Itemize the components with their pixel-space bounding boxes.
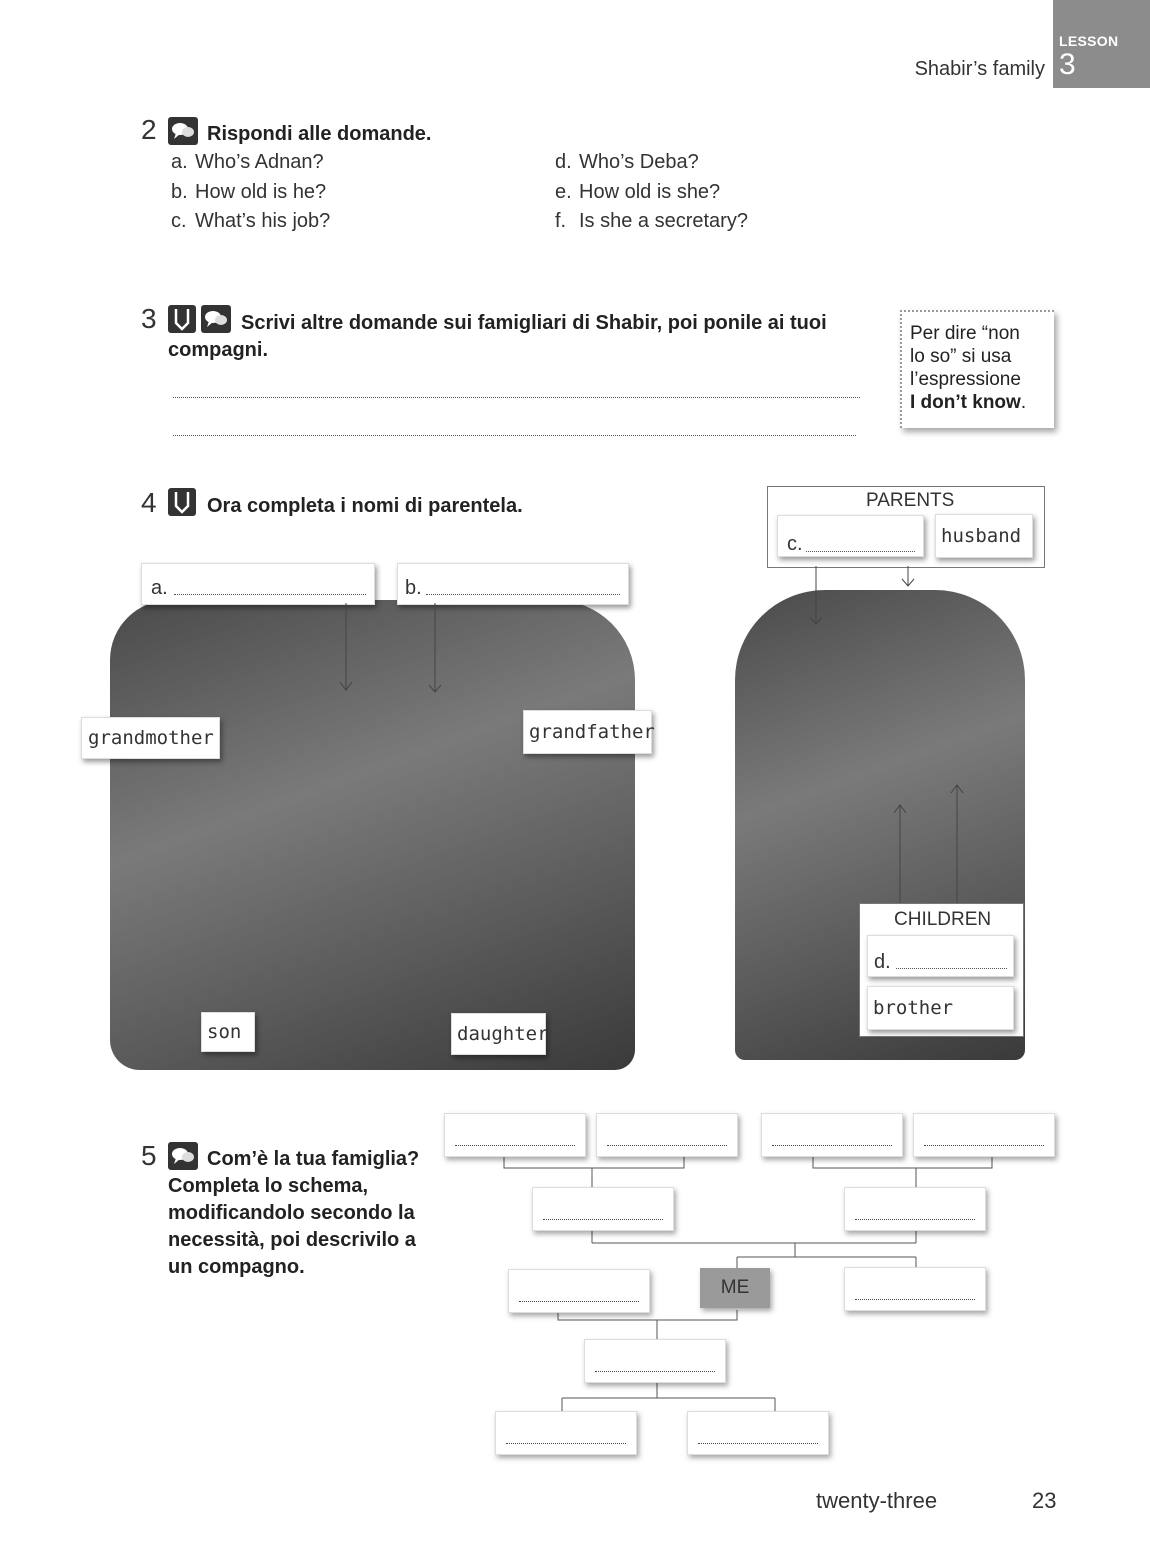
answer-line [455, 1145, 575, 1146]
label-letter: c. [787, 533, 803, 555]
lesson-label: LESSON [1059, 33, 1119, 49]
speech-icon [168, 1142, 198, 1175]
tip-line: l’espressione [910, 369, 1021, 390]
tree-box-parent[interactable] [532, 1187, 674, 1231]
parents-title: PARENTS [866, 490, 955, 511]
pointer-arrows [330, 600, 450, 700]
answer-line [174, 594, 366, 595]
tip-line: Per dire “non [910, 323, 1020, 344]
tip-line [910, 391, 1026, 414]
exercise-2-title: Rispondi alle domande. [207, 123, 432, 145]
exercise-3-number: 3 [141, 303, 157, 334]
lesson-tab [1053, 0, 1150, 88]
exercise-4-title: Ora completa i nomi di parentela. [207, 495, 523, 517]
answer-line [698, 1443, 818, 1444]
tree-box-child[interactable] [584, 1339, 726, 1383]
tree-box-grandparent[interactable] [596, 1113, 738, 1157]
answer-line [855, 1299, 975, 1300]
question-letter: a. [171, 151, 188, 173]
question-text: What’s his job? [195, 210, 331, 232]
label-grandmother: grandmother [81, 717, 220, 759]
children-pointer-lines [890, 780, 970, 905]
exercise-3-title-line1: Scrivi altre domande sui famigliari di Shabir, poi ponile ai tuoi [241, 312, 827, 334]
tip-end: . [1020, 392, 1027, 413]
question-letter: f. [555, 210, 567, 232]
children-title: CHILDREN [894, 909, 992, 930]
question-f [555, 210, 748, 233]
tree-box-grandchild[interactable] [495, 1411, 637, 1455]
page-header-title: Shabir’s family [914, 58, 1045, 80]
question-text: Who’s Adnan? [195, 151, 324, 173]
answer-line [519, 1301, 639, 1302]
question-letter: b. [171, 181, 188, 203]
question-letter: e. [555, 181, 572, 203]
label-letter: a. [151, 577, 168, 599]
question-text: Who’s Deba? [579, 151, 699, 173]
label-daughter: daughter [451, 1013, 546, 1055]
exercise-5-number: 5 [141, 1140, 157, 1171]
tree-box-grandparent[interactable] [913, 1113, 1055, 1157]
parents-arrows [800, 566, 920, 630]
question-e [555, 181, 720, 204]
speech-icon [201, 305, 231, 338]
label-husband: husband [935, 514, 1033, 558]
lesson-number: 3 [1059, 48, 1076, 81]
tree-box-grandchild[interactable] [687, 1411, 829, 1455]
answer-line [924, 1145, 1044, 1146]
tip-note-text [910, 322, 1026, 414]
answer-line [896, 968, 1007, 969]
question-d [555, 151, 699, 174]
page-number: 23 [1032, 1488, 1057, 1513]
answer-line [426, 594, 620, 595]
tree-box-parent[interactable] [844, 1187, 986, 1231]
exercise-5-title-line4: necessità, poi descrivilo a [168, 1229, 416, 1251]
exercise-4-number: 4 [141, 487, 157, 518]
exercise-5-title-line2: Completa lo schema, [168, 1175, 369, 1197]
exercise-5-title-line5: un compagno. [168, 1256, 305, 1278]
blank-label-a[interactable] [141, 563, 375, 605]
question-letter: d. [555, 151, 572, 173]
exercise-3-title-line2: compagni. [168, 339, 269, 361]
answer-line [595, 1371, 715, 1372]
blank-label-c[interactable] [777, 515, 924, 557]
pencil-icon [168, 305, 196, 338]
speech-icon [168, 117, 198, 150]
blank-label-b[interactable] [397, 563, 629, 605]
tree-box-grandparent[interactable] [761, 1113, 903, 1157]
tip-note [900, 310, 1054, 428]
exercise-5-title-line1: Com’è la tua famiglia? [207, 1148, 420, 1170]
page-number-words: twenty-three [816, 1488, 938, 1513]
question-text: How old is she? [579, 181, 721, 203]
tree-box-sibling[interactable] [844, 1267, 986, 1311]
answer-line [506, 1443, 626, 1444]
answer-line [772, 1145, 892, 1146]
tree-box-grandparent[interactable] [444, 1113, 586, 1157]
answer-line [806, 551, 915, 552]
question-text: Is she a secretary? [579, 210, 748, 232]
tip-bold-phrase: I don’t know [910, 392, 1021, 413]
tip-line: lo so” si usa [910, 346, 1012, 367]
tree-box-partner[interactable] [508, 1269, 650, 1313]
answer-line[interactable] [173, 435, 856, 436]
question-a [171, 151, 324, 174]
question-text: How old is he? [195, 181, 327, 203]
label-letter: d. [874, 951, 891, 973]
blank-label-d[interactable] [867, 935, 1014, 977]
label-brother: brother [867, 986, 1014, 1030]
answer-line [855, 1219, 975, 1220]
question-b [171, 181, 326, 204]
question-c [171, 210, 330, 233]
label-letter: b. [405, 577, 422, 599]
answer-line[interactable] [173, 397, 860, 398]
exercise-5-title-line3: modificandolo secondo la [168, 1202, 415, 1224]
question-letter: c. [171, 210, 187, 232]
tree-box-me: ME [700, 1268, 770, 1308]
exercise-2-number: 2 [141, 114, 157, 145]
label-son: son [201, 1012, 255, 1052]
answer-line [607, 1145, 727, 1146]
answer-line [543, 1219, 663, 1220]
pencil-icon [168, 488, 196, 521]
label-grandfather: grandfather [523, 710, 652, 754]
